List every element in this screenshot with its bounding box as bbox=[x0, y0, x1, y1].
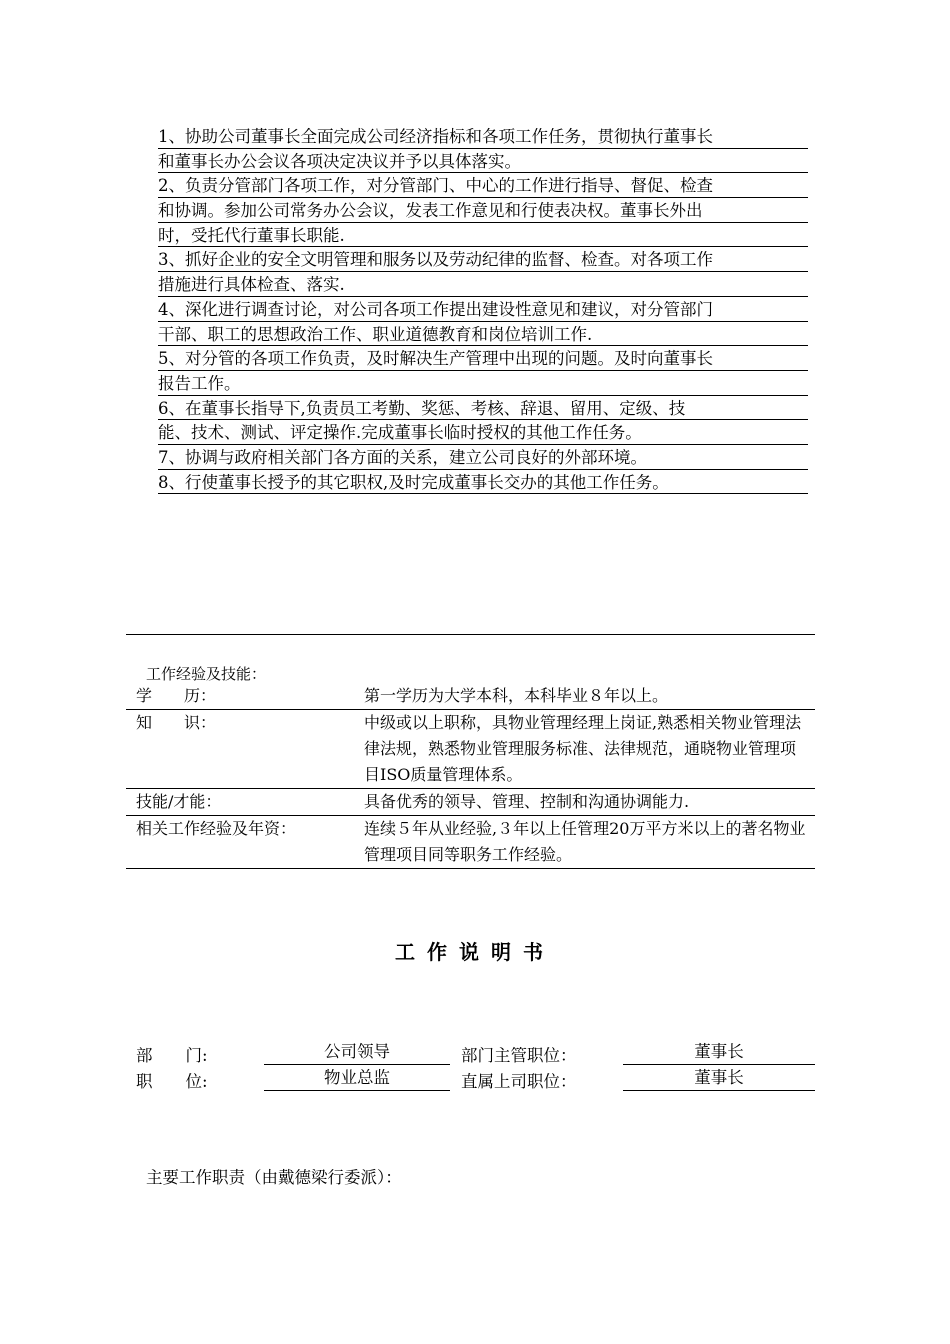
duty-line: 报告工作。 bbox=[158, 371, 808, 396]
skill-key: 技能/才能： bbox=[136, 792, 222, 811]
duty-line: 和协调。参加公司常务办公会议，发表工作意见和行使表决权。董事长外出 bbox=[158, 198, 808, 223]
dept-supervisor-label: 部门主管职位： bbox=[461, 1046, 577, 1065]
duty-line: 措施进行具体检查、落实. bbox=[158, 272, 808, 297]
skill-row bbox=[126, 816, 815, 869]
duty-line: 7、协调与政府相关部门各方面的关系，建立公司良好的外部环境。 bbox=[158, 445, 808, 470]
department-value: 公司领导 bbox=[264, 1040, 450, 1065]
duty-line: 3、抓好企业的安全文明管理和服务以及劳动纪律的监督、检查。对各项工作 bbox=[158, 247, 808, 272]
position-label: 职 位: bbox=[136, 1072, 208, 1091]
duty-line: 和董事长办公会议各项决定决议并予以具体落实。 bbox=[158, 149, 808, 174]
skill-row bbox=[126, 710, 815, 789]
duty-line: 1、协助公司董事长全面完成公司经济指标和各项工作任务，贯彻执行董事长 bbox=[158, 124, 808, 149]
duty-line: 能、技术、测试、评定操作.完成董事长临时授权的其他工作任务。 bbox=[158, 420, 808, 445]
info-row-department bbox=[136, 1040, 826, 1066]
duties-list bbox=[158, 124, 808, 494]
skills-table bbox=[126, 683, 815, 869]
duty-line: 6、在董事长指导下,负责员工考勤、奖惩、考核、辞退、留用、定级、技 bbox=[158, 396, 808, 421]
skill-value: 中级或以上职称，具物业管理经理上岗证,熟悉相关物业管理法律法规，熟悉物业管理服务标准、法律规范，通晓物业管理项目ISO质量管理体系。 bbox=[364, 713, 802, 784]
skill-key: 知 识： bbox=[136, 713, 217, 732]
duty-line: 5、对分管的各项工作负责，及时解决生产管理中出现的问题。及时向董事长 bbox=[158, 346, 808, 371]
direct-superior-value: 董事长 bbox=[623, 1066, 815, 1091]
department-label: 部 门: bbox=[136, 1046, 208, 1065]
position-value: 物业总监 bbox=[264, 1066, 450, 1091]
main-duties-label: 主要工作职责（由戴德梁行委派）： bbox=[146, 1168, 402, 1187]
page-title: 工作说明书 bbox=[395, 940, 555, 964]
skills-heading: 工作经验及技能： bbox=[146, 665, 267, 683]
skill-row bbox=[126, 683, 815, 710]
duty-line: 2、负责分管部门各项工作，对分管部门、中心的工作进行指导、督促、检查 bbox=[158, 173, 808, 198]
skill-value: 第一学历为大学本科，本科毕业８年以上。 bbox=[364, 686, 669, 705]
skill-value: 具备优秀的领导、管理、控制和沟通协调能力. bbox=[364, 792, 690, 811]
duty-line: 4、深化进行调查讨论，对公司各项工作提出建设性意见和建议，对分管部门 bbox=[158, 297, 808, 322]
skill-key: 相关工作经验及年资： bbox=[136, 819, 297, 838]
section-divider bbox=[126, 634, 815, 635]
direct-superior-label: 直属上司职位： bbox=[461, 1072, 577, 1091]
info-row-position bbox=[136, 1066, 826, 1092]
duty-line: 时，受托代行董事长职能. bbox=[158, 223, 808, 248]
skill-key: 学 历： bbox=[136, 686, 217, 705]
duty-line: 8、行使董事长授予的其它职权,及时完成董事长交办的其他工作任务。 bbox=[158, 470, 808, 495]
skill-value: 连续５年从业经验,３年以上任管理20万平方米以上的著名物业管理项目同等职务工作经验。 bbox=[364, 819, 806, 864]
dept-supervisor-value: 董事长 bbox=[623, 1040, 815, 1065]
skill-row bbox=[126, 789, 815, 816]
duty-line: 干部、职工的思想政治工作、职业道德教育和岗位培训工作. bbox=[158, 322, 808, 347]
